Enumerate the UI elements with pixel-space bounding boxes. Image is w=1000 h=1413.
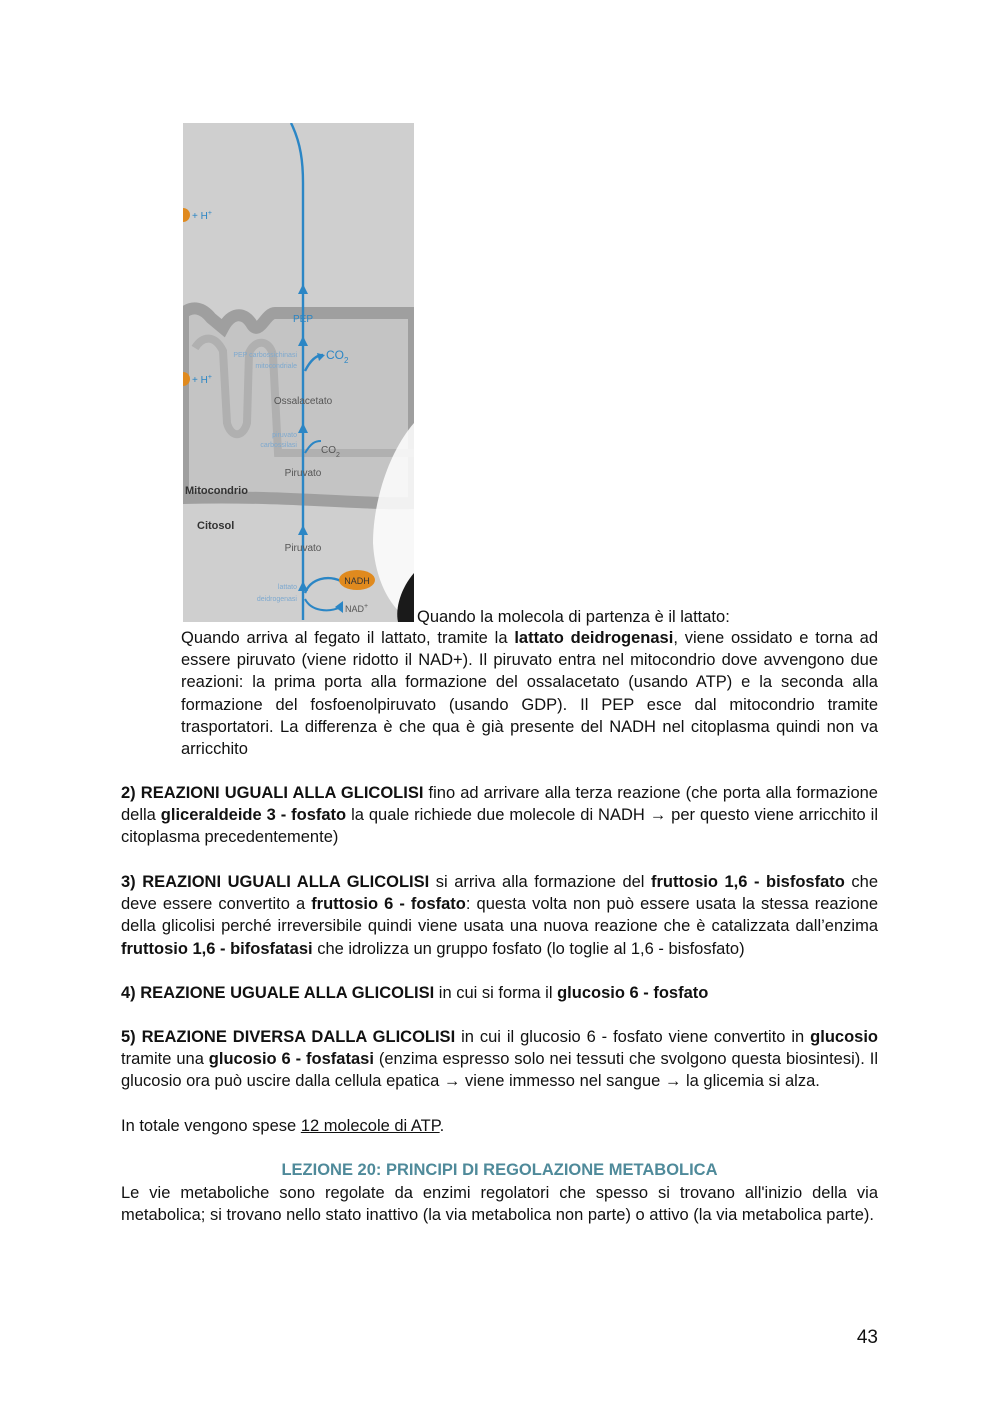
figure-caption: Quando la molecola di partenza è il lattato:: [417, 608, 730, 626]
text: : questa volta non può essere usata la stessa reazione della glicolisi perché irreversibile quindi viene usata una nuova reazione che è catalizzata dall’enzima: [121, 895, 879, 936]
label-pep: PEP: [292, 314, 314, 325]
bold-term: 4) REAZIONE UGUALE ALLA GLICOLISI: [121, 984, 435, 1002]
text: che idrolizza un gruppo fosfato (lo toglie al 1,6 - bisfosfato): [312, 939, 745, 958]
text: si arriva alla formazione del: [429, 873, 652, 891]
bold-term: 3) REAZIONI UGUALI ALLA GLICOLISI: [121, 873, 430, 891]
bold-term: fruttosio 1,6 - bisfosfato: [651, 873, 845, 891]
text: .: [439, 1117, 445, 1135]
bold-term: glucosio 6 - fosfatasi: [208, 1050, 374, 1069]
label-enzyme-pep-1: PEP carbossichinasi: [233, 352, 297, 359]
bold-term: gliceraldeide 3 - fosfato: [160, 806, 347, 825]
label-mitocondrio: Mitocondrio: [185, 485, 248, 497]
label-piruvato-cito: Piruvato: [284, 543, 322, 554]
h-plus-label-2: + H+: [192, 374, 212, 386]
paragraph-lattato: [181, 627, 878, 760]
bold-term: fruttosio 1,6 - bifosfatasi: [121, 939, 313, 958]
label-enzyme-lattato-2: deidrogenasi: [256, 596, 297, 603]
paragraph-totale: [121, 1115, 878, 1137]
text: la quale richiede due molecole di NADH → per questo viene arricchito il citoplasma precedentemente): [121, 806, 878, 847]
paragraph-3: [121, 871, 878, 960]
bold-term: fruttosio 6 - fosfato: [311, 895, 466, 914]
bold-term: glucosio 6 - fosfato: [557, 984, 709, 1002]
underlined-term: 12 molecole di ATP: [300, 1117, 440, 1135]
text: che deve essere convertito a: [121, 873, 878, 914]
label-ossalacetato: Ossalacetato: [273, 396, 333, 407]
label-co2-mid: $CO_2$: [321, 445, 340, 459]
h-plus-label-1: + H+: [192, 210, 212, 222]
paragraph-2: [121, 782, 878, 849]
paragraph-5: [121, 1026, 878, 1093]
text: fino ad arrivare alla terza reazione (che porta alla formazione della: [121, 784, 878, 825]
label-enzyme-pep-2: mitocondriale: [255, 363, 297, 370]
paragraph-intro: Le vie metaboliche sono regolate da enzimi regolatori che spesso si trovano all'inizio della via metabolica; si trovano nello stato inattivo (la via metabolica non parte) o attivo (la via metabolica parte).: [121, 1184, 878, 1225]
paragraph-4: [121, 982, 878, 1004]
label-enzyme-piruvato-1: piruvato: [272, 432, 297, 439]
label-enzyme-piruvato-2: carbossilasi: [260, 442, 297, 449]
bold-term: glucosio: [810, 1028, 878, 1046]
text: in cui il glucosio 6 - fosfato viene convertito in: [455, 1028, 811, 1046]
label-enzyme-lattato-1: lattato: [277, 584, 297, 591]
bold-term: 5) REAZIONE DIVERSA DALLA GLICOLISI: [121, 1028, 456, 1046]
label-co2-top: $CO_2$: [326, 348, 349, 365]
page-number: 43: [856, 1327, 878, 1348]
text: tramite una: [121, 1050, 209, 1069]
bold-term: lattato deidrogenasi: [514, 629, 674, 647]
label-nad: NAD+: [345, 603, 369, 614]
label-piruvato-mito: Piruvato: [284, 468, 322, 479]
bold-term: 2) REAZIONI UGUALI ALLA GLICOLISI: [121, 784, 424, 802]
gluconeogenesis-lactate-figure: [183, 123, 414, 622]
text: , viene ossidato e torna ad essere piruvato (viene ridotto il NAD+). Il piruvato entra nel mitocondrio dove avvengono due reazioni: la prima porta alla formazione del ossalacetato (usando ATP) e la seconda alla formazione del fosfoenolpiruvato (usando GDP). Il PEP esce dal mitocondrio tramite trasportatori. La differenza è che qua è già presente del NADH nel citoplasma quindi non va arricchito: [181, 629, 879, 759]
label-nadh: NADH: [344, 576, 370, 586]
text: in cui si forma il: [434, 984, 558, 1002]
section-heading: LEZIONE 20: PRINCIPI DI REGOLAZIONE METABOLICA: [281, 1161, 718, 1179]
text: (enzima espresso solo nei tessuti che svolgono questa biosintesi). Il glucosio ora può uscire dalla cellula epatica → viene immesso nel sangue → la glicemia si alza.: [121, 1050, 879, 1091]
label-citosol: Citosol: [197, 520, 235, 532]
text: In totale vengono spese: [121, 1117, 301, 1135]
text: Quando arriva al fegato il lattato, tramite la: [181, 629, 515, 647]
